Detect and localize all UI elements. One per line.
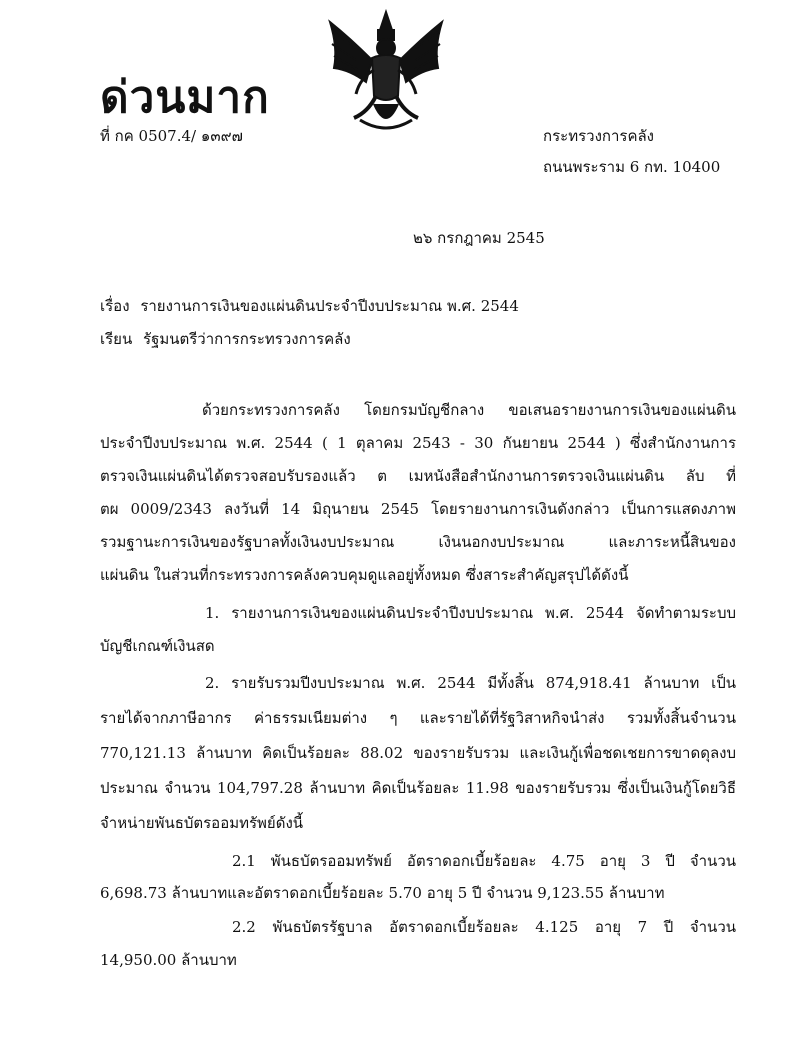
recipient-line — [100, 327, 351, 351]
ministry-address: ถนนพระราม 6 กท. 10400 — [543, 158, 721, 176]
paragraph-line: ตรวจเงินแผ่นดินได้ตรวจสอบรับรองแล้ว ต เมหนังสือสำนักงานการตรวจเงินแผ่นดิน ลับ ที่ — [100, 467, 736, 485]
recipient-label: เรียน — [100, 330, 133, 348]
paragraph-line: ประมาณ จำนวน 104,797.28 ล้านบาท คิดเป็นร้อยละ 11.98 ของรายรับรวม ซึ่งเป็นเงินกู้โดยวิธี — [100, 779, 736, 797]
paragraph-line: 6,698.73 ล้านบาทและอัตราดอกเบี้ยร้อยละ 5.70 อายุ 5 ปี จำนวน 9,123.55 ล้านบาท — [100, 884, 665, 902]
document-date: ๒๖ กรกฎาคม 2545 — [413, 229, 545, 247]
ministry-name: กระทรวงการคลัง — [543, 127, 654, 145]
recipient-text: รัฐมนตรีว่าการกระทรวงการคลัง — [143, 330, 351, 348]
urgency-label: ด่วนมาก — [100, 72, 270, 123]
paragraph-line: 2.1 พันธบัตรออมทรัพย์ อัตราดอกเบี้ยร้อยละ 4.75 อายุ 3 ปี จำนวน — [232, 852, 736, 870]
paragraph-line: จำหน่ายพันธบัตรออมทรัพย์ดังนี้ — [100, 814, 304, 832]
garuda-emblem — [320, 8, 452, 136]
paragraph-line: 2.2 พันธบัตรรัฐบาล อัตราดอกเบี้ยร้อยละ 4.125 อายุ 7 ปี จำนวน — [232, 918, 736, 936]
paragraph-line: แผ่นดิน ในส่วนที่กระทรวงการคลังควบคุมดูแลอยู่ทั้งหมด ซึ่งสาระสำคัญสรุปได้ดังนี้ — [100, 566, 629, 584]
paragraph-line: 14,950.00 ล้านบาท — [100, 951, 237, 969]
subject-line — [100, 294, 519, 318]
paragraph-line: 1. รายงานการเงินของแผ่นดินประจำปีงบประมาณ พ.ศ. 2544 จัดทำตามระบบ — [205, 604, 736, 622]
paragraph-line: ประจำปีงบประมาณ พ.ศ. 2544 ( 1 ตุลาคม 2543 - 30 กันยายน 2544 ) ซึ่งสำนักงานการ — [100, 434, 736, 452]
paragraph-line: ด้วยกระทรวงการคลัง โดยกรมบัญชีกลาง ขอเสนอรายงานการเงินของแผ่นดิน — [202, 401, 736, 419]
subject-label: เรื่อง — [100, 297, 130, 315]
paragraph-line: รวมฐานะการเงินของรัฐบาลทั้งเงินงบประมาณ เงินนอกงบประมาณ และภาระหนี้สินของ — [100, 533, 736, 551]
paragraph-line: 770,121.13 ล้านบาท คิดเป็นร้อยละ 88.02 ของรายรับรวม และเงินกู้เพื่อชดเชยการขาดดุลงบ — [100, 744, 736, 762]
paragraph-line: รายได้จากภาษีอากร ค่าธรรมเนียมต่าง ๆ และรายได้ที่รัฐวิสาหกิจนำส่ง รวมทั้งสิ้นจำนวน — [100, 709, 736, 727]
paragraph-line: บัญชีเกณฑ์เงินสด — [100, 637, 215, 655]
paragraph-line: 2. รายรับรวมปีงบประมาณ พ.ศ. 2544 มีทั้งสิ้น 874,918.41 ล้านบาท เป็น — [205, 674, 736, 692]
reference-number: ที่ กค 0507.4/ ๑๓๙๗ — [100, 127, 243, 145]
subject-text: รายงานการเงินของแผ่นดินประจำปีงบประมาณ พ.ศ. 2544 — [140, 297, 519, 315]
paragraph-line: ตผ 0009/2343 ลงวันที่ 14 มิถุนายน 2545 โดยรายงานการเงินดังกล่าว เป็นการแสดงภาพ — [100, 500, 736, 518]
